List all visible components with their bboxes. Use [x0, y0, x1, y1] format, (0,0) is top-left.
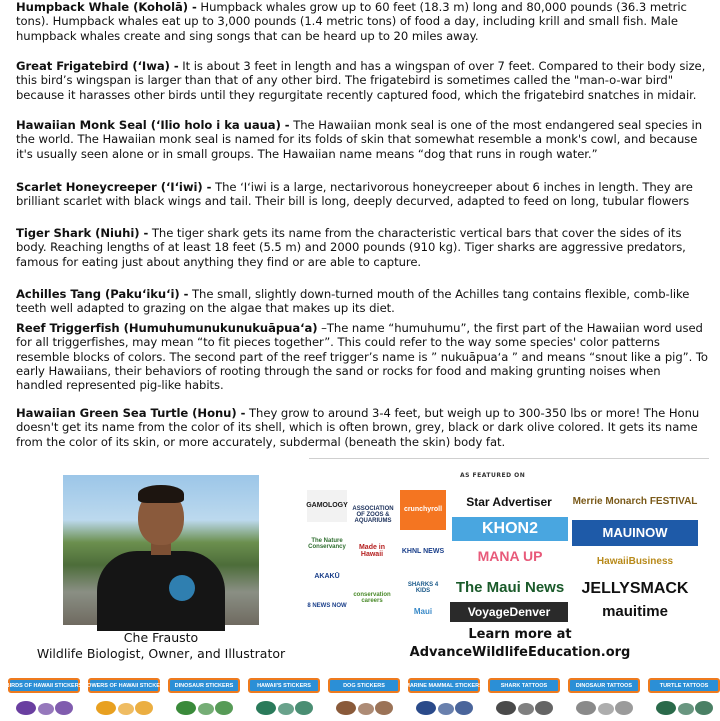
sticker-pack[interactable] — [405, 678, 483, 718]
sticker-pack-label: MARINE MAMMAL STICKERS — [408, 678, 480, 693]
sticker-pack-label: FLOWERS OF HAWAII STICKERS — [88, 678, 160, 693]
featured-logo: MAUINOW — [572, 520, 698, 546]
featured-logo: MANA UP — [452, 544, 568, 568]
featured-logo: The Maui News — [452, 574, 568, 602]
species-description: The small, slightly down-turned mouth of the Achilles tang contains flexible, comb-like teeth well adapted to grazing on the algae that makes up its diet. — [16, 287, 690, 316]
featured-logo: 8 NEWS NOW — [307, 592, 347, 620]
species-description: It is about 3 feet in length and has a wingspan of over 7 feet. Compared to their body size, this bird’s wingspan is larger than that of any other bird. The frigatebird is sometimes called the "man-o-war bird" because it harasses other birds until they regurgitate recently captured food, which the frigatebird snatches in midair. — [16, 59, 706, 102]
sticker-pack[interactable] — [648, 678, 720, 718]
sticker-pack-label: DINOSAUR TATTOOS — [568, 678, 640, 693]
portrait-photo — [63, 475, 259, 625]
sticker-pack-label: DINOSAUR STICKERS — [168, 678, 240, 693]
featured-logo: KHON2 — [452, 517, 568, 541]
species-name: Achilles Tang (Pakuʻikuʻi) - — [16, 287, 189, 301]
featured-logo: Maui — [400, 602, 446, 622]
species-description: Humpback whales grow up to 60 feet (18.3 m) long and 80,000 pounds (36.3 metric tons). Humpback whales eat up to 3,000 pounds (1.4 metric tons) of food a day, including krill and small fish. Male humpback whales create and sing songs that can be heard up to 20 miles away. — [16, 0, 687, 43]
species-name: Hawaiian Monk Seal (ʻIlio holo i ka uaua) - — [16, 118, 290, 132]
featured-label: AS FEATURED ON — [460, 472, 526, 479]
sticker-pack[interactable] — [248, 678, 320, 718]
species-entry — [16, 59, 708, 102]
species-entry — [16, 0, 708, 43]
sticker-pack-label: HAWAII'S STICKERS — [248, 678, 320, 693]
dog-icon — [334, 697, 394, 717]
sticker-pack[interactable] — [328, 678, 400, 718]
sticker-pack[interactable] — [80, 678, 168, 718]
species-description: –The name “humuhumu”, the first part of the Hawaiian word used for all triggerfishes, may mean “to fit pieces together”. This could refer to the way some species' color patterns resemble blocks of colors. The second part of the reef trigger’s name is ” nukuāpuaʻa ” and means “snout like a pig”. To early Hawaiians, their behaviors of rooting through the sand or rocks for food and making grunting noises when handled represented pig-like habits. — [16, 321, 708, 393]
bird-icon — [14, 697, 74, 717]
species-name: Hawaiian Green Sea Turtle (Honu) - — [16, 406, 246, 420]
whale-icon — [414, 697, 474, 717]
featured-logo: crunchyroll — [400, 490, 446, 530]
section-divider — [309, 458, 709, 459]
website-link[interactable]: AdvanceWildlifeEducation.org — [409, 645, 631, 660]
dinosaur-icon — [174, 697, 234, 717]
person-name: Che Frausto — [123, 630, 199, 645]
sticker-pack-label: SHARK TATTOOS — [488, 678, 560, 693]
learn-more-text: Learn more at — [468, 627, 572, 642]
flower-icon — [94, 697, 154, 717]
featured-logo: The Nature Conservancy — [307, 524, 347, 564]
featured-logo: VoyageDenver — [450, 602, 568, 622]
sticker-pack-label: DOG STICKERS — [328, 678, 400, 693]
featured-logo: KHNL NEWS — [400, 532, 446, 572]
species-name: Humpback Whale (Koholā) - — [16, 0, 197, 14]
species-name: Scarlet Honeycreeper (ʻIʻiwi) - — [16, 180, 212, 194]
featured-logo: Made in Hawaii — [349, 530, 395, 572]
species-name: Great Frigatebird (ʻIwa) - — [16, 59, 179, 73]
shirt-shape — [97, 551, 225, 631]
turtle-icon — [254, 697, 314, 717]
featured-logo: ASSOCIATION OF ZOOS & AQUARIUMS — [349, 490, 397, 540]
sticker-pack[interactable] — [568, 678, 640, 718]
turtle-icon — [654, 697, 714, 717]
species-description: They grow to around 3-4 feet, but weigh up to 300-350 lbs or more! The Honu doesn't get its name from the color of its shell, which is often brown, grey, black or dark olive colored. It gets its name from the color of its skin, or more accurately, subdermal (beneath the skin) body fat. — [16, 406, 700, 449]
featured-logo: HawaiiBusiness — [572, 550, 698, 574]
species-description: The ʻIʻiwi is a large, nectarivorous honeycreeper about 6 inches in length. They are brilliant scarlet with black wings and tail. Their bill is long, deeply decurved, adapted to feed on long, tubular flowers — [16, 180, 693, 209]
species-description: The Hawaiian monk seal is one of the most endangered seal species in the world. The Hawaiian monk seal is named for its folds of skin that somewhat resemble a monk's cowl, and because it's usually seen alone or in small groups. The Hawaiian name means “dog that runs in rough water.” — [16, 118, 703, 161]
featured-logo: JELLYSMACK — [572, 576, 698, 602]
shirt-logo-icon — [169, 575, 195, 601]
species-name: Reef Triggerfish (Humuhumunukunukuāpuaʻa) — [16, 321, 318, 335]
species-name: Tiger Shark (Niuhi) - — [16, 226, 149, 240]
species-entry — [16, 118, 708, 161]
sticker-pack-label: BIRDS OF HAWAII STICKERS — [8, 678, 80, 693]
featured-logo: GAMOLOGY — [307, 490, 347, 522]
sticker-pack-label: TURTLE TATTOOS — [648, 678, 720, 693]
sticker-pack[interactable] — [488, 678, 560, 718]
dinosaur-icon — [574, 697, 634, 717]
species-entry — [16, 226, 708, 269]
shark-icon — [494, 697, 554, 717]
species-entry — [16, 180, 708, 209]
species-entry — [16, 287, 708, 316]
featured-logo: mauitime — [572, 602, 698, 622]
featured-logo: AKAKŪ — [307, 566, 347, 588]
person-role: Wildlife Biologist, Owner, and Illustrator — [36, 646, 286, 661]
sticker-pack[interactable] — [5, 678, 83, 718]
featured-logo: Star Advertiser — [450, 490, 568, 514]
featured-logo: conservation careers — [349, 576, 395, 620]
sticker-pack[interactable] — [168, 678, 240, 718]
species-entry — [16, 321, 708, 392]
hair-shape — [138, 485, 184, 503]
featured-logo: Merrie Monarch FESTIVAL — [572, 490, 698, 514]
species-description: The tiger shark gets its name from the characteristic vertical bars that cover the sides of its body. Reaching lengths of at least 18 feet (5.5 m) and 2000 pounds (910 kg). Tiger sharks are aggressive predators, famous for eating just about anything they find or are able to capture. — [16, 226, 686, 269]
featured-logo: SHARKS 4 KIDS — [400, 576, 446, 600]
sticker-strip — [0, 676, 720, 720]
species-entry — [16, 406, 708, 449]
